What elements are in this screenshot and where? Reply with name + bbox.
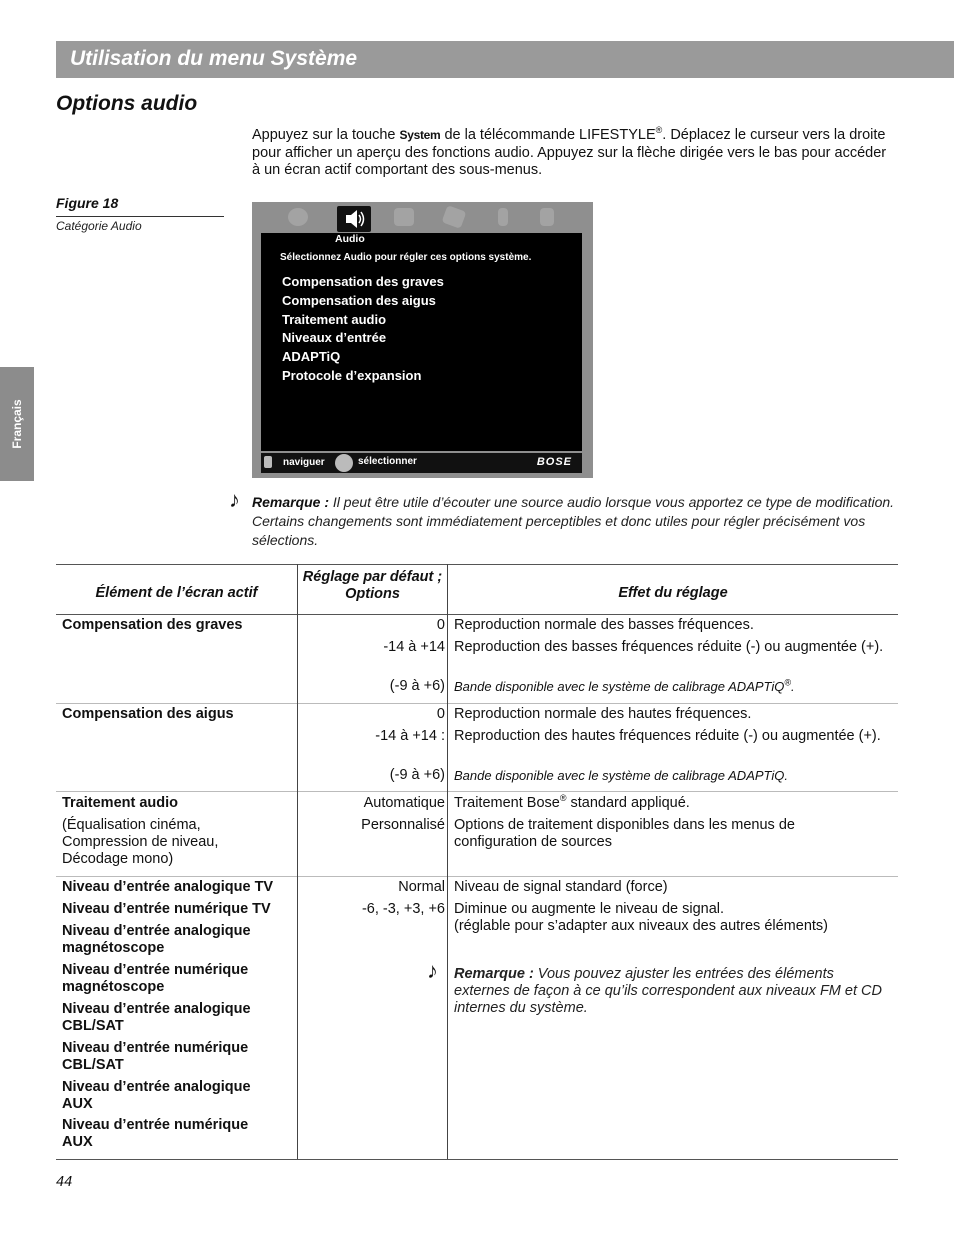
screen-menu-item[interactable]: Protocole d’expansion bbox=[282, 367, 422, 383]
row-label: Niveau d’entrée analogique magnétoscope bbox=[62, 923, 251, 956]
note-remark bbox=[454, 966, 884, 1017]
effect-note: Bande disponible avec le système de calibrage ADAPTiQ®. bbox=[454, 677, 795, 694]
note-text: Vous pouvez ajuster les entrées des éléments externes de façon à ce qu’ils correspondent aux niveaux FM et CD internes du système. bbox=[454, 966, 882, 1016]
option-value: (-9 à +6) bbox=[389, 678, 445, 694]
disc-icon bbox=[288, 208, 308, 226]
default-value: 0 bbox=[436, 706, 445, 722]
option-value: (-9 à +6) bbox=[389, 767, 445, 783]
row-label: Niveau d’entrée numérique AUX bbox=[62, 1117, 249, 1150]
row-divider bbox=[56, 791, 898, 792]
row-label: Compensation des aigus bbox=[62, 706, 234, 722]
row-label: Niveau d’entrée numérique TV bbox=[62, 901, 271, 917]
screen-menu-item[interactable]: Niveaux d’entrée bbox=[282, 330, 387, 346]
page-number: 44 bbox=[56, 1174, 73, 1190]
remote-icon bbox=[498, 208, 508, 226]
screen-instruction: Sélectionnez Audio pour régler ces options système. bbox=[280, 252, 532, 263]
default-value: Normal bbox=[398, 879, 445, 895]
row-divider bbox=[56, 876, 898, 877]
column-header: Effet du réglage bbox=[618, 585, 728, 601]
table-bottom-rule bbox=[56, 1159, 898, 1160]
table-header-rule bbox=[56, 614, 898, 615]
select-hint: sélectionner bbox=[358, 456, 417, 467]
select-pad-icon bbox=[335, 454, 353, 472]
effect-text: Reproduction normale des hautes fréquences. bbox=[454, 706, 752, 722]
effect-text: Reproduction normale des basses fréquences. bbox=[454, 617, 754, 633]
figure-caption: Catégorie Audio bbox=[56, 219, 142, 233]
tag-icon bbox=[442, 205, 467, 229]
row-label: Compensation des graves bbox=[62, 617, 243, 633]
section-title: Options audio bbox=[56, 92, 198, 115]
language-tab-label: Français bbox=[10, 399, 24, 449]
row-label: Niveau d’entrée analogique AUX bbox=[62, 1079, 251, 1112]
screen-menu-item[interactable]: Compensation des aigus bbox=[282, 292, 436, 308]
note-label: Remarque : bbox=[252, 494, 330, 510]
row-label: Niveau d’entrée analogique CBL/SAT bbox=[62, 1001, 251, 1034]
option-value: Personnalisé bbox=[361, 817, 445, 833]
system-key-label: System bbox=[399, 128, 441, 142]
column-header: Réglage par défaut ; Options bbox=[302, 569, 443, 602]
row-sublabel: (Équalisation cinéma, Compression de niveau, Décodage mono) bbox=[62, 817, 219, 867]
screen-menu-list bbox=[282, 273, 444, 386]
row-label: Niveau d’entrée analogique TV bbox=[62, 879, 274, 895]
default-value: 0 bbox=[436, 617, 445, 633]
intro-paragraph: Appuyez sur la touche System de la télécommande LIFESTYLE®. Déplacez le curseur vers la droite pour afficher un aperçu des fonctions audio. Appuyez sur la flèche dirigée vers le bas pour accéder à un écran actif comportant des sous-menus. bbox=[252, 125, 887, 178]
row-divider bbox=[56, 703, 898, 704]
effect-text: Traitement Bose® standard appliqué. bbox=[454, 793, 690, 811]
music-note-icon: ♪ bbox=[427, 958, 438, 983]
column-divider bbox=[447, 564, 448, 1159]
bose-logo: BOSE bbox=[536, 456, 572, 468]
nav-pad-icon bbox=[264, 456, 272, 468]
figure-rule bbox=[56, 216, 224, 217]
screen-bottom-bar bbox=[261, 453, 582, 473]
nav-hint: naviguer bbox=[283, 457, 325, 468]
option-value: -6, -3, +3, +6 bbox=[361, 901, 445, 917]
row-label: Niveau d’entrée numérique CBL/SAT bbox=[62, 1040, 249, 1073]
note-remark bbox=[252, 493, 897, 550]
effect-text: (réglable pour s’adapter aux niveaux des autres éléments) bbox=[454, 918, 828, 934]
effect-note: Bande disponible avec le système de calibrage ADAPTiQ. bbox=[454, 768, 788, 783]
effect-text: Reproduction des basses fréquences réduite (-) ou augmentée (+). bbox=[454, 639, 884, 655]
music-note-icon: ♪ bbox=[229, 487, 240, 512]
effect-text: Diminue ou augmente le niveau de signal. bbox=[454, 901, 725, 917]
note-label: Remarque : bbox=[454, 966, 534, 982]
screen-menu-item[interactable]: ADAPTiQ bbox=[282, 349, 341, 365]
column-divider bbox=[297, 564, 298, 1159]
effect-text: Options de traitement disponibles dans les menus de configuration de sources bbox=[454, 817, 795, 850]
column-header: Élément de l’écran actif bbox=[95, 585, 258, 601]
chapter-title: Utilisation du menu Système bbox=[70, 47, 358, 70]
active-tab-label: Audio bbox=[335, 233, 365, 245]
option-value: -14 à +14 bbox=[383, 639, 445, 655]
figure-label: Figure 18 bbox=[56, 195, 119, 211]
default-value: Automatique bbox=[363, 795, 445, 811]
tv-screen-illustration bbox=[252, 202, 593, 478]
note-text: Il peut être utile d’écouter une source audio lorsque vous apportez ce type de modification. Certains changements sont immédiatement perceptibles et donc utiles pour régler précisément vos sélections. bbox=[252, 494, 895, 548]
effect-text: Reproduction des hautes fréquences réduite (-) ou augmentée (+). bbox=[454, 728, 881, 744]
speaker-icon bbox=[337, 206, 371, 232]
lock-icon bbox=[540, 208, 554, 226]
language-tab bbox=[0, 367, 34, 481]
screen-menu-item[interactable]: Traitement audio bbox=[282, 311, 387, 327]
effect-text: Niveau de signal standard (force) bbox=[454, 879, 668, 895]
screen-menu-item[interactable]: Compensation des graves bbox=[282, 274, 444, 289]
row-label: Traitement audio bbox=[62, 795, 179, 811]
chapter-banner bbox=[56, 41, 954, 78]
tv-icon bbox=[394, 208, 414, 226]
menu-icon-bar bbox=[252, 202, 593, 233]
option-value: -14 à +14 : bbox=[375, 728, 445, 744]
table-top-rule bbox=[56, 564, 898, 565]
screen-menu-panel bbox=[261, 233, 582, 451]
row-label: Niveau d’entrée numérique magnétoscope bbox=[62, 962, 249, 995]
